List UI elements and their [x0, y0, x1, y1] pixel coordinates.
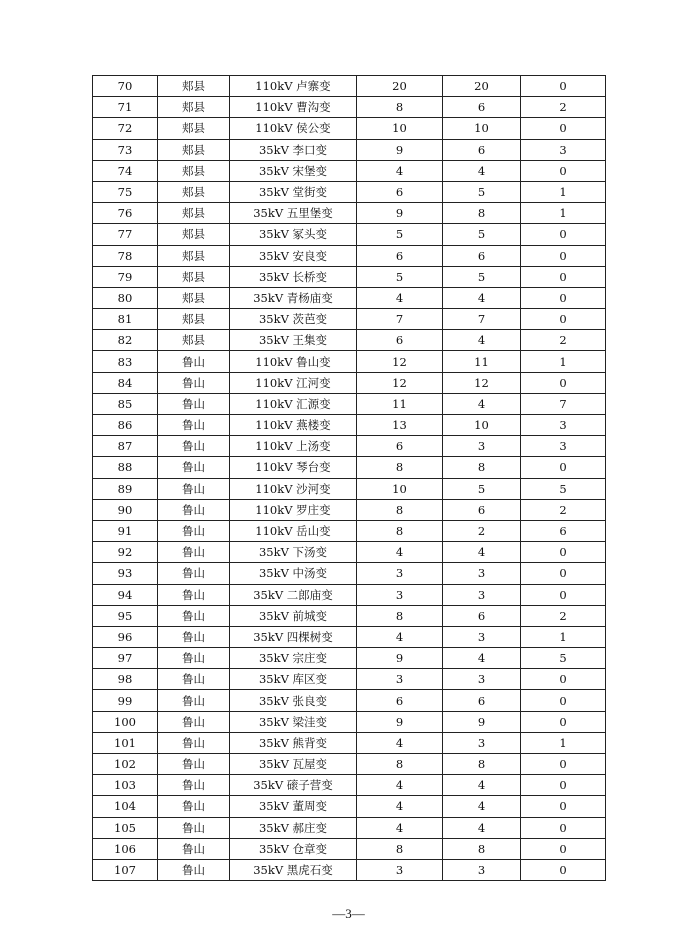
county-cell: 鲁山	[158, 499, 230, 520]
table-row	[93, 181, 606, 202]
count-b-cell: 2	[521, 499, 606, 520]
row-index-cell: 104	[93, 796, 158, 817]
row-index-cell: 71	[93, 97, 158, 118]
count-b-cell: 2	[521, 605, 606, 626]
substation-name-cell: 35kV 瓦屋变	[230, 754, 357, 775]
substation-name-cell: 35kV 库区变	[230, 669, 357, 690]
count-a-cell: 6	[443, 97, 521, 118]
count-total-cell: 8	[357, 97, 443, 118]
count-total-cell: 12	[357, 351, 443, 372]
count-a-cell: 5	[443, 181, 521, 202]
table-row	[93, 97, 606, 118]
table-row	[93, 203, 606, 224]
table-row	[93, 351, 606, 372]
count-total-cell: 6	[357, 181, 443, 202]
count-a-cell: 8	[443, 203, 521, 224]
count-b-cell: 3	[521, 139, 606, 160]
row-index-cell: 85	[93, 393, 158, 414]
county-cell: 郏县	[158, 181, 230, 202]
row-index-cell: 82	[93, 330, 158, 351]
substation-name-cell: 35kV 梁洼变	[230, 711, 357, 732]
row-index-cell: 89	[93, 478, 158, 499]
count-a-cell: 12	[443, 372, 521, 393]
table-row	[93, 415, 606, 436]
table-row	[93, 457, 606, 478]
count-b-cell: 0	[521, 669, 606, 690]
count-a-cell: 4	[443, 393, 521, 414]
table-row	[93, 436, 606, 457]
count-total-cell: 6	[357, 690, 443, 711]
table-row	[93, 817, 606, 838]
county-cell: 鲁山	[158, 775, 230, 796]
row-index-cell: 70	[93, 76, 158, 97]
substation-name-cell: 110kV 侯公变	[230, 118, 357, 139]
county-cell: 郏县	[158, 245, 230, 266]
county-cell: 鲁山	[158, 542, 230, 563]
count-total-cell: 9	[357, 648, 443, 669]
count-a-cell: 6	[443, 499, 521, 520]
count-a-cell: 2	[443, 520, 521, 541]
count-b-cell: 0	[521, 372, 606, 393]
substation-name-cell: 35kV 张良变	[230, 690, 357, 711]
row-index-cell: 92	[93, 542, 158, 563]
county-cell: 鲁山	[158, 754, 230, 775]
row-index-cell: 103	[93, 775, 158, 796]
count-a-cell: 8	[443, 754, 521, 775]
row-index-cell: 105	[93, 817, 158, 838]
count-a-cell: 5	[443, 266, 521, 287]
count-total-cell: 6	[357, 245, 443, 266]
county-cell: 鲁山	[158, 415, 230, 436]
county-cell: 郏县	[158, 139, 230, 160]
substation-name-cell: 35kV 仓章变	[230, 838, 357, 859]
count-b-cell: 2	[521, 97, 606, 118]
count-b-cell: 6	[521, 520, 606, 541]
county-cell: 鲁山	[158, 436, 230, 457]
table-row	[93, 393, 606, 414]
count-total-cell: 8	[357, 520, 443, 541]
count-b-cell: 1	[521, 181, 606, 202]
substation-name-cell: 35kV 黑虎石变	[230, 859, 357, 880]
substation-name-cell: 110kV 江河变	[230, 372, 357, 393]
count-b-cell: 0	[521, 457, 606, 478]
substation-name-cell: 35kV 中汤变	[230, 563, 357, 584]
substation-name-cell: 35kV 安良变	[230, 245, 357, 266]
substation-name-cell: 35kV 王集变	[230, 330, 357, 351]
count-total-cell: 4	[357, 626, 443, 647]
table-row	[93, 309, 606, 330]
count-total-cell: 3	[357, 669, 443, 690]
count-b-cell: 0	[521, 245, 606, 266]
count-a-cell: 4	[443, 330, 521, 351]
table-row	[93, 796, 606, 817]
table-row	[93, 584, 606, 605]
count-b-cell: 0	[521, 690, 606, 711]
count-a-cell: 3	[443, 584, 521, 605]
substation-name-cell: 35kV 堂街变	[230, 181, 357, 202]
row-index-cell: 94	[93, 584, 158, 605]
table-row	[93, 563, 606, 584]
count-total-cell: 6	[357, 436, 443, 457]
count-b-cell: 1	[521, 351, 606, 372]
row-index-cell: 93	[93, 563, 158, 584]
count-a-cell: 3	[443, 436, 521, 457]
county-cell: 鲁山	[158, 584, 230, 605]
county-cell: 郏县	[158, 203, 230, 224]
substation-name-cell: 35kV 五里堡变	[230, 203, 357, 224]
table-row	[93, 76, 606, 97]
count-b-cell: 0	[521, 160, 606, 181]
count-a-cell: 6	[443, 245, 521, 266]
count-a-cell: 4	[443, 817, 521, 838]
count-a-cell: 4	[443, 648, 521, 669]
count-b-cell: 0	[521, 796, 606, 817]
count-b-cell: 0	[521, 859, 606, 880]
row-index-cell: 84	[93, 372, 158, 393]
count-total-cell: 3	[357, 563, 443, 584]
substation-name-cell: 110kV 燕楼变	[230, 415, 357, 436]
row-index-cell: 88	[93, 457, 158, 478]
count-a-cell: 11	[443, 351, 521, 372]
substation-name-cell: 110kV 罗庄变	[230, 499, 357, 520]
count-a-cell: 4	[443, 542, 521, 563]
count-total-cell: 9	[357, 203, 443, 224]
table-row	[93, 224, 606, 245]
county-cell: 鲁山	[158, 563, 230, 584]
row-index-cell: 72	[93, 118, 158, 139]
table-row	[93, 520, 606, 541]
row-index-cell: 101	[93, 732, 158, 753]
row-index-cell: 91	[93, 520, 158, 541]
count-b-cell: 0	[521, 754, 606, 775]
count-total-cell: 5	[357, 266, 443, 287]
count-a-cell: 10	[443, 118, 521, 139]
row-index-cell: 80	[93, 287, 158, 308]
county-cell: 鲁山	[158, 711, 230, 732]
table-row	[93, 838, 606, 859]
county-cell: 鲁山	[158, 478, 230, 499]
count-total-cell: 9	[357, 139, 443, 160]
count-total-cell: 4	[357, 732, 443, 753]
row-index-cell: 83	[93, 351, 158, 372]
table-row	[93, 711, 606, 732]
county-cell: 鲁山	[158, 796, 230, 817]
count-a-cell: 3	[443, 626, 521, 647]
county-cell: 郏县	[158, 160, 230, 181]
count-a-cell: 8	[443, 838, 521, 859]
row-index-cell: 96	[93, 626, 158, 647]
row-index-cell: 106	[93, 838, 158, 859]
count-b-cell: 0	[521, 711, 606, 732]
count-b-cell: 0	[521, 266, 606, 287]
row-index-cell: 78	[93, 245, 158, 266]
count-total-cell: 3	[357, 584, 443, 605]
count-total-cell: 4	[357, 542, 443, 563]
row-index-cell: 79	[93, 266, 158, 287]
count-total-cell: 11	[357, 393, 443, 414]
table-row	[93, 690, 606, 711]
table-row	[93, 542, 606, 563]
count-a-cell: 7	[443, 309, 521, 330]
count-a-cell: 4	[443, 287, 521, 308]
count-a-cell: 10	[443, 415, 521, 436]
count-a-cell: 3	[443, 732, 521, 753]
page-number: —3—	[332, 906, 365, 921]
count-total-cell: 10	[357, 118, 443, 139]
count-b-cell: 7	[521, 393, 606, 414]
row-index-cell: 107	[93, 859, 158, 880]
substation-table	[92, 75, 606, 881]
row-index-cell: 86	[93, 415, 158, 436]
county-cell: 郏县	[158, 118, 230, 139]
count-a-cell: 3	[443, 859, 521, 880]
row-index-cell: 102	[93, 754, 158, 775]
count-b-cell: 0	[521, 76, 606, 97]
count-b-cell: 0	[521, 224, 606, 245]
county-cell: 鲁山	[158, 457, 230, 478]
count-b-cell: 2	[521, 330, 606, 351]
substation-name-cell: 35kV 长桥变	[230, 266, 357, 287]
count-total-cell: 13	[357, 415, 443, 436]
substation-name-cell: 35kV 青杨庙变	[230, 287, 357, 308]
row-index-cell: 87	[93, 436, 158, 457]
count-total-cell: 8	[357, 838, 443, 859]
table-body	[93, 76, 606, 881]
row-index-cell: 75	[93, 181, 158, 202]
count-b-cell: 0	[521, 287, 606, 308]
count-total-cell: 8	[357, 457, 443, 478]
table-row	[93, 732, 606, 753]
substation-name-cell: 35kV 冢头变	[230, 224, 357, 245]
count-a-cell: 9	[443, 711, 521, 732]
count-a-cell: 6	[443, 139, 521, 160]
table-row	[93, 245, 606, 266]
county-cell: 鲁山	[158, 351, 230, 372]
county-cell: 郏县	[158, 330, 230, 351]
count-total-cell: 8	[357, 605, 443, 626]
count-b-cell: 3	[521, 436, 606, 457]
count-total-cell: 8	[357, 499, 443, 520]
count-b-cell: 0	[521, 542, 606, 563]
substation-name-cell: 35kV 宗庄变	[230, 648, 357, 669]
table-row	[93, 287, 606, 308]
count-a-cell: 5	[443, 224, 521, 245]
substation-name-cell: 35kV 磙子营变	[230, 775, 357, 796]
county-cell: 鲁山	[158, 859, 230, 880]
row-index-cell: 98	[93, 669, 158, 690]
count-b-cell: 3	[521, 415, 606, 436]
county-cell: 郏县	[158, 266, 230, 287]
substation-name-cell: 35kV 董周变	[230, 796, 357, 817]
county-cell: 鲁山	[158, 626, 230, 647]
table-row	[93, 118, 606, 139]
substation-name-cell: 110kV 沙河变	[230, 478, 357, 499]
substation-name-cell: 35kV 宋堡变	[230, 160, 357, 181]
substation-name-cell: 110kV 琴台变	[230, 457, 357, 478]
count-a-cell: 20	[443, 76, 521, 97]
table-row	[93, 330, 606, 351]
substation-name-cell: 35kV 李口变	[230, 139, 357, 160]
table-row	[93, 478, 606, 499]
count-a-cell: 8	[443, 457, 521, 478]
substation-name-cell: 35kV 熊背变	[230, 732, 357, 753]
count-total-cell: 5	[357, 224, 443, 245]
county-cell: 鲁山	[158, 393, 230, 414]
table-row	[93, 669, 606, 690]
count-a-cell: 3	[443, 563, 521, 584]
county-cell: 郏县	[158, 76, 230, 97]
county-cell: 鲁山	[158, 669, 230, 690]
table-row	[93, 372, 606, 393]
count-a-cell: 6	[443, 605, 521, 626]
county-cell: 郏县	[158, 309, 230, 330]
county-cell: 鲁山	[158, 817, 230, 838]
count-b-cell: 5	[521, 648, 606, 669]
count-total-cell: 3	[357, 859, 443, 880]
count-b-cell: 1	[521, 732, 606, 753]
count-a-cell: 5	[443, 478, 521, 499]
table-row	[93, 605, 606, 626]
substation-name-cell: 110kV 汇源变	[230, 393, 357, 414]
table-row	[93, 266, 606, 287]
count-b-cell: 1	[521, 203, 606, 224]
substation-name-cell: 110kV 卢寨变	[230, 76, 357, 97]
substation-name-cell: 110kV 曹沟变	[230, 97, 357, 118]
county-cell: 鲁山	[158, 690, 230, 711]
count-total-cell: 7	[357, 309, 443, 330]
count-total-cell: 4	[357, 796, 443, 817]
substation-name-cell: 35kV 四棵树变	[230, 626, 357, 647]
substation-name-cell: 35kV 茨芭变	[230, 309, 357, 330]
row-index-cell: 73	[93, 139, 158, 160]
count-b-cell: 0	[521, 817, 606, 838]
county-cell: 郏县	[158, 287, 230, 308]
substation-name-cell: 110kV 岳山变	[230, 520, 357, 541]
row-index-cell: 90	[93, 499, 158, 520]
count-total-cell: 9	[357, 711, 443, 732]
count-b-cell: 1	[521, 626, 606, 647]
substation-name-cell: 35kV 下汤变	[230, 542, 357, 563]
substation-name-cell: 35kV 二郎庙变	[230, 584, 357, 605]
count-total-cell: 4	[357, 817, 443, 838]
substation-name-cell: 110kV 上汤变	[230, 436, 357, 457]
count-total-cell: 4	[357, 160, 443, 181]
county-cell: 鲁山	[158, 648, 230, 669]
count-total-cell: 6	[357, 330, 443, 351]
count-total-cell: 12	[357, 372, 443, 393]
count-b-cell: 0	[521, 309, 606, 330]
table-row	[93, 754, 606, 775]
count-b-cell: 0	[521, 775, 606, 796]
count-a-cell: 4	[443, 775, 521, 796]
county-cell: 郏县	[158, 224, 230, 245]
table-row	[93, 648, 606, 669]
count-total-cell: 4	[357, 775, 443, 796]
row-index-cell: 77	[93, 224, 158, 245]
count-total-cell: 8	[357, 754, 443, 775]
county-cell: 鲁山	[158, 520, 230, 541]
county-cell: 鲁山	[158, 838, 230, 859]
table-row	[93, 626, 606, 647]
count-total-cell: 20	[357, 76, 443, 97]
count-b-cell: 5	[521, 478, 606, 499]
substation-name-cell: 110kV 鲁山变	[230, 351, 357, 372]
table-row	[93, 160, 606, 181]
row-index-cell: 99	[93, 690, 158, 711]
table-row	[93, 859, 606, 880]
count-a-cell: 3	[443, 669, 521, 690]
count-b-cell: 0	[521, 563, 606, 584]
count-total-cell: 4	[357, 287, 443, 308]
substation-name-cell: 35kV 前城变	[230, 605, 357, 626]
county-cell: 鲁山	[158, 605, 230, 626]
row-index-cell: 76	[93, 203, 158, 224]
table-row	[93, 139, 606, 160]
count-b-cell: 0	[521, 838, 606, 859]
count-b-cell: 0	[521, 118, 606, 139]
count-a-cell: 4	[443, 796, 521, 817]
county-cell: 鲁山	[158, 372, 230, 393]
count-a-cell: 6	[443, 690, 521, 711]
row-index-cell: 97	[93, 648, 158, 669]
count-total-cell: 10	[357, 478, 443, 499]
count-a-cell: 4	[443, 160, 521, 181]
row-index-cell: 74	[93, 160, 158, 181]
row-index-cell: 81	[93, 309, 158, 330]
row-index-cell: 95	[93, 605, 158, 626]
county-cell: 郏县	[158, 97, 230, 118]
table-row	[93, 499, 606, 520]
county-cell: 鲁山	[158, 732, 230, 753]
substation-name-cell: 35kV 郝庄变	[230, 817, 357, 838]
table-row	[93, 775, 606, 796]
count-b-cell: 0	[521, 584, 606, 605]
row-index-cell: 100	[93, 711, 158, 732]
